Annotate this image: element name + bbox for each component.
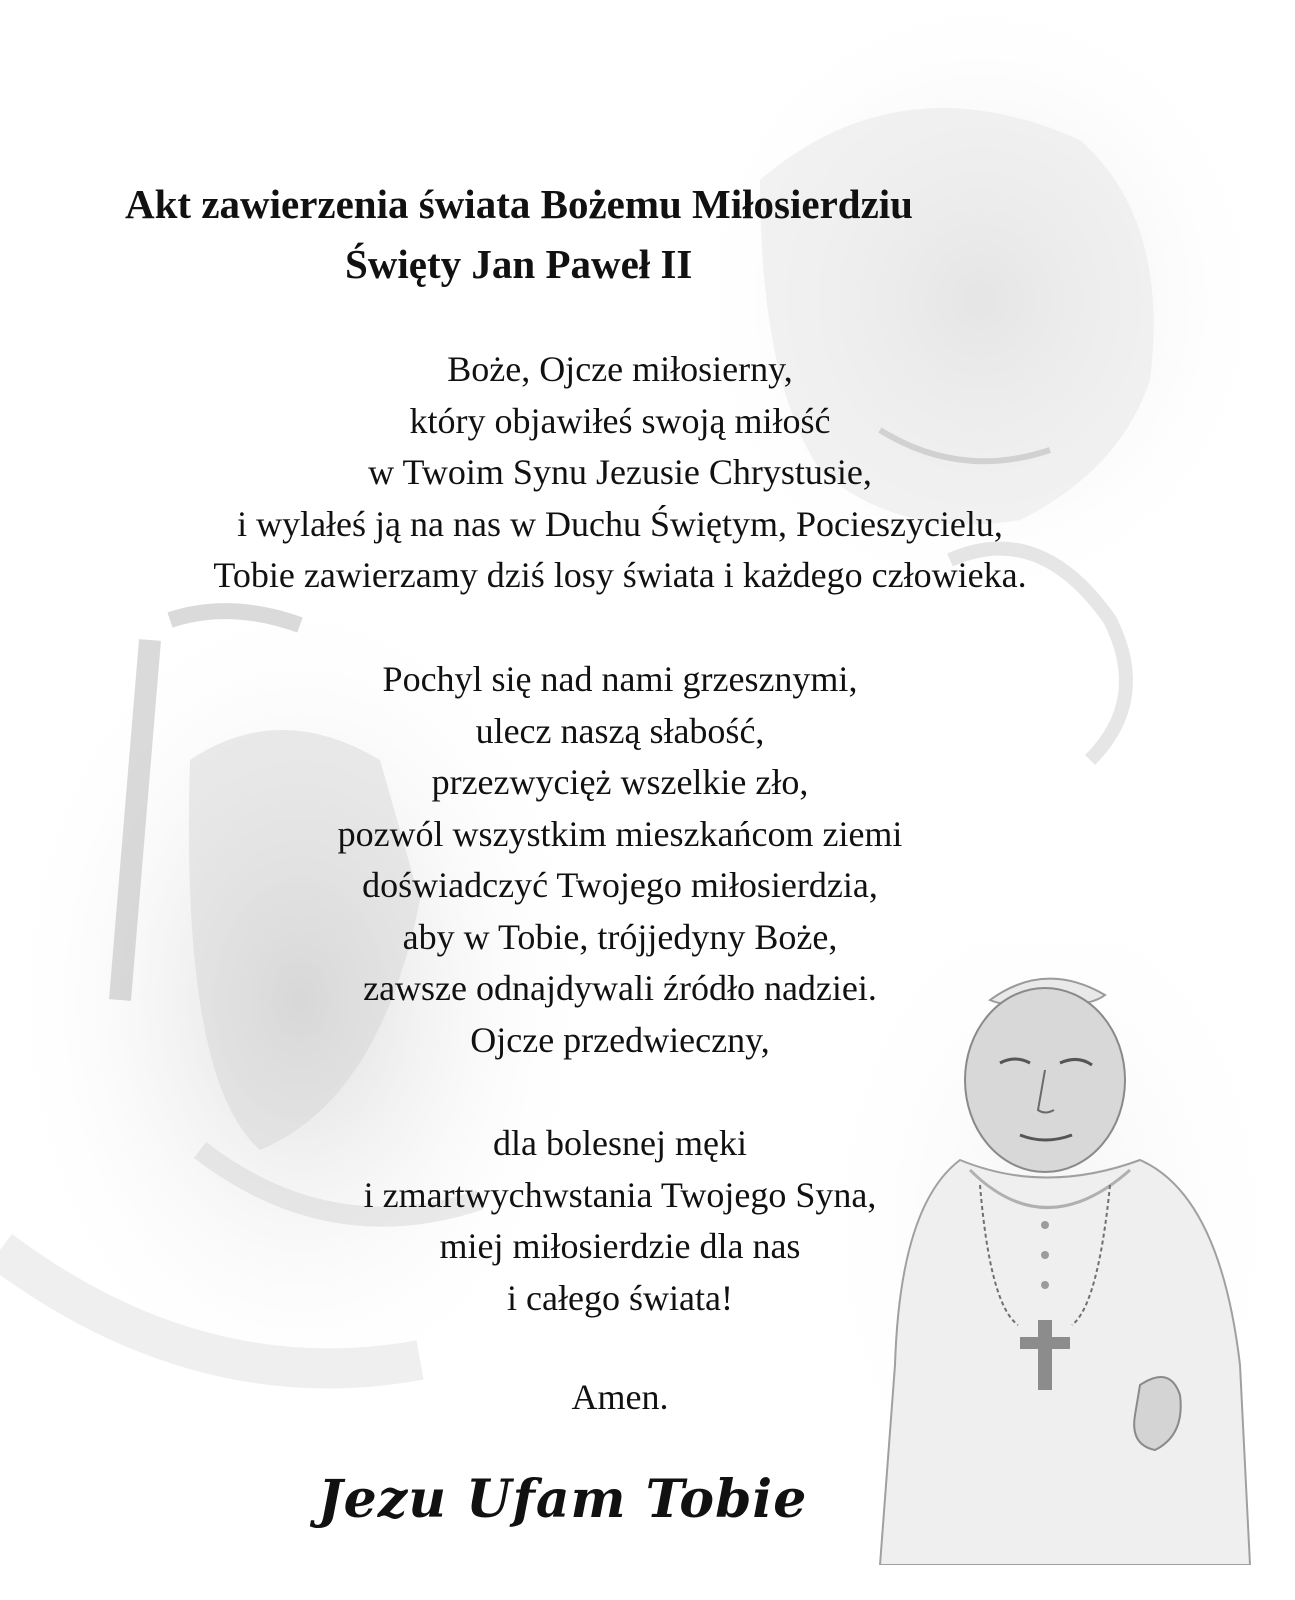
verse-line: Pochyl się nad nami grzesznymi, — [382, 659, 858, 699]
verse-line: Ojcze przedwieczny, — [470, 1019, 770, 1060]
stanza-1 — [0, 344, 1240, 602]
prayer-title: Akt zawierzenia świata Bożemu Miłosierdziu — [125, 181, 913, 227]
stanza-2 — [0, 654, 1240, 1066]
prayer-author: Święty Jan Paweł II — [345, 241, 693, 287]
verse-line: dla bolesnej męki — [493, 1123, 747, 1163]
verse-line: który objawiłeś swoją miłość — [409, 400, 831, 441]
verse-line: Boże, Ojcze miłosierny, — [447, 349, 793, 389]
verse-line: aby w Tobie, trójjedyny Boże, — [402, 916, 838, 957]
verse-line: i zmartwychwstania Twojego Syna, — [363, 1174, 877, 1215]
stanza-3 — [0, 1118, 1240, 1324]
verse-line: Tobie zawierzamy dziś losy świata i każdego człowieka. — [213, 555, 1027, 595]
verse-line: miej miłosierdzie dla nas — [439, 1226, 801, 1266]
verse-line: w Twoim Synu Jezusie Chrystusie, — [368, 452, 872, 492]
verse-line: pozwól wszystkim mieszkańcom ziemi — [337, 813, 903, 854]
verse-line: i wylałeś ją na nas w Duchu Świętym, Pocieszycielu, — [237, 503, 1003, 544]
verse-line: przezwycięż wszelkie zło, — [431, 762, 809, 802]
verse-line: zawsze odnajdywali źródło nadziei. — [363, 968, 877, 1008]
signature-text: Jezu Ufam Tobie — [318, 1469, 808, 1530]
verse-line: ulecz naszą słabość, — [475, 710, 765, 751]
verse-line: i całego świata! — [507, 1277, 733, 1318]
closing-amen: Amen. — [571, 1377, 669, 1417]
verse-line: doświadczyć Twojego miłosierdzia, — [362, 865, 878, 905]
